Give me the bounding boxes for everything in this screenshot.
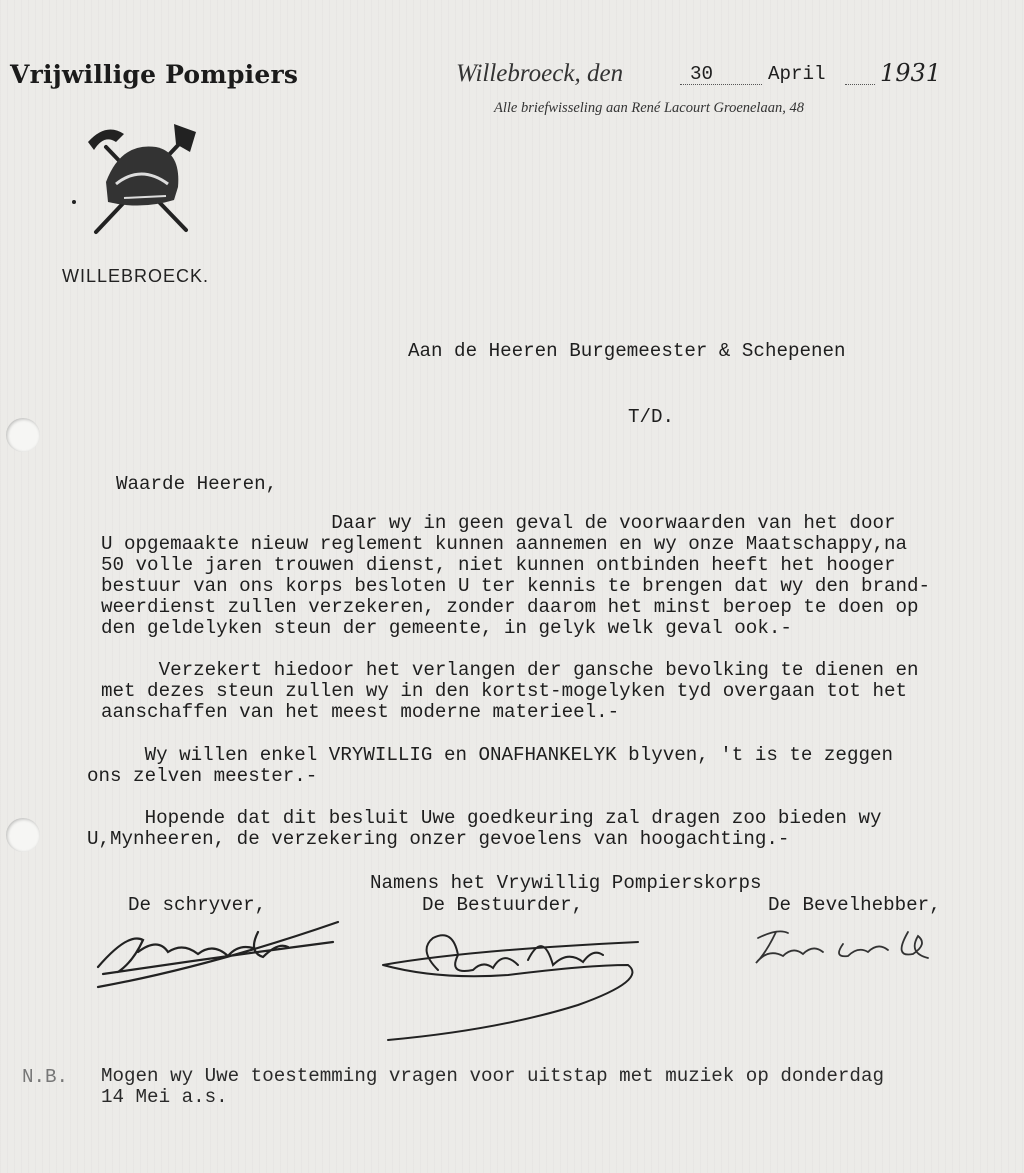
date-year: 1931 [880,59,942,87]
signature-commander [748,918,948,978]
fire-brigade-emblem [66,112,216,242]
closing-on-behalf: Namens het Vrywillig Pompierskorps [370,872,762,894]
role-secretary: De schryver, [128,894,267,916]
organization-name: Vrijwillige Pompiers [10,60,299,89]
place-label: Willebroeck, den [456,60,624,87]
signature-secretary [88,912,348,1002]
town-name: WILLEBROECK. [62,266,210,286]
date-day: 30 [690,63,714,85]
postscript-text: Mogen wy Uwe toestemming vragen voor uitstap met muziek op donderdag 14 Mei a.s. [101,1065,884,1108]
role-commander: De Bevelhebber, [768,894,941,916]
date-month: April [768,63,826,85]
paragraph-3: Wy willen enkel VRYWILLIG en ONAFHANKELYK blyven, 't is te zeggen ons zelven meester.- [87,744,894,787]
punch-hole-top [6,418,40,452]
recipient-line: Aan de Heeren Burgemeester & Schepenen [408,340,846,362]
recipient-attention: T/D. [628,406,675,428]
paragraph-1: Daar wy in geen geval de voorwaarden van het door U opgemaakte nieuw reglement kunnen aannemen en wy onze Maatschappy,na 50 volle jaren trouwen dienst, niet kunnen ontbinden heeft het hooger bestuur van ons korps besloten U ter kennis te brengen dat wy den brand- weerdienst zullen verzekeren, zonder daarom het minst beroep te doen op den geldelyken steun der gemeente, in gelyk welk geval ook.- [101,512,931,639]
salutation: Waarde Heeren, [116,473,278,495]
role-director: De Bestuurder, [422,894,584,916]
paragraph-4: Hopende dat dit besluit Uwe goedkeuring zal dragen zoo bieden wy U,Mynheeren, de verzekering onzer gevoelens van hoogachting.- [87,807,882,850]
date-dotline-month [845,84,875,85]
correspondence-address: Alle briefwisseling aan René Lacourt Groenelaan, 48 [494,100,804,116]
signature-director [378,920,658,1050]
punch-hole-bottom [6,818,40,852]
postscript-label: N.B. [22,1066,69,1088]
paragraph-2: Verzekert hiedoor het verlangen der gansche bevolking te dienen en met dezes steun zullen wy in den kortst-mogelyken tyd overgaan tot het aanschaffen van het meest moderne materieel.- [101,659,919,723]
